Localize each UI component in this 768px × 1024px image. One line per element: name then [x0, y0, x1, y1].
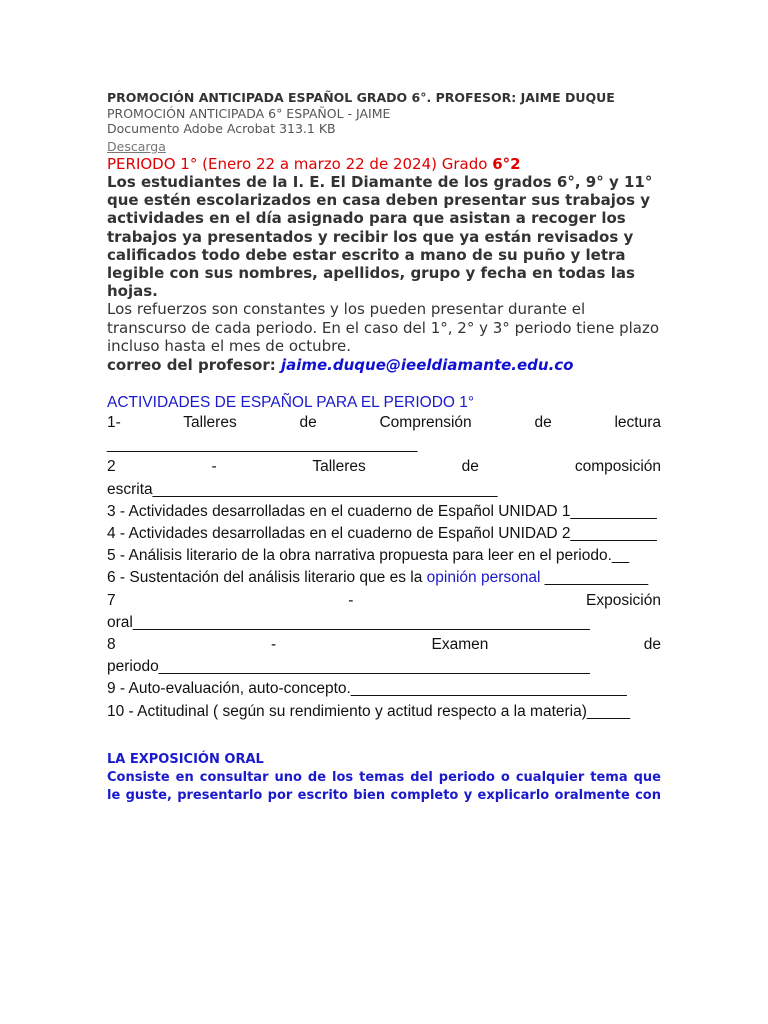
exposicion-text: Consiste en consultar uno de los temas del periodo o cualquier tema que le guste, presentarlo por escrito bien completo y explicarlo oralmente con [107, 769, 661, 803]
activities-heading: ACTIVIDADES DE ESPAÑOL PARA EL PERIODO 1° [107, 393, 475, 411]
opinion-personal-link[interactable]: opinión personal [426, 569, 541, 587]
grado-value: 6°2 [492, 155, 521, 173]
activity-item-9: 9 - Auto-evaluación, auto-concepto.________________________________ [107, 680, 627, 698]
email-label: correo del profesor: [107, 355, 281, 374]
activity-item-1: 1- Talleres de Comprensión de lectura ____________________________________ [107, 413, 661, 454]
activity-item-6-tail: ____________ [540, 569, 649, 587]
activity-item-4: 4 - Actividades desarrolladas en el cuaderno de Español UNIDAD 2__________ [107, 524, 657, 542]
periodo-text: PERIODO 1° (Enero 22 a marzo 22 de 2024) Grado [107, 155, 493, 173]
document-page [107, 90, 661, 805]
activity-item-3: 3 - Actividades desarrolladas en el cuaderno de Español UNIDAD 1__________ [107, 502, 657, 520]
instructions-bold-paragraph: Los estudiantes de la I. E. El Diamante de los grados 6°, 9° y 11° que estén escolarizados en casa deben presentar sus trabajos y actividades en el día asignado para que asistan a recoger los trabajos ya presentados y recibir los que ya están revisados y calificados todo debe estar escrito a mano de su puño y letra legible con sus nombres, apellidos, grupo y fecha en todas las hojas. [107, 173, 653, 301]
activity-item-2: 2 - Talleres de composición escrita________________________________________ [107, 458, 661, 498]
activity-item-6-text: 6 - Sustentación del análisis literario que es la [107, 569, 427, 587]
instructions-paragraph: Los refuerzos son constantes y los pueden presentar durante el transcurso de cada periodo. En el caso del 1°, 2° y 3° periodo tiene plazo incluso hasta el mes de octubre. [107, 300, 660, 356]
periodo-line [107, 155, 661, 173]
email-link[interactable]: jaime.duque@ieeldiamante.edu.co [280, 355, 574, 374]
activity-item-5: 5 - Análisis literario de la obra narrativa propuesta para leer en el periodo.__ [107, 547, 630, 565]
activity-item-6 [107, 567, 661, 589]
exposicion-heading: LA EXPOSICIÓN ORAL [107, 751, 264, 767]
document-title: PROMOCIÓN ANTICIPADA ESPAÑOL GRADO 6°. PROFESOR: JAIME DUQUE [107, 90, 615, 105]
activity-item-8: 8 - Examen de periodo__________________________________________________ [107, 635, 661, 676]
download-link[interactable]: Descarga [107, 139, 166, 154]
activity-item-7: 7 - Exposición oral_____________________________________________________ [107, 591, 661, 631]
file-name: PROMOCIÓN ANTICIPADA 6° ESPAÑOL - JAIME [107, 106, 391, 121]
activity-item-10: 10 - Actitudinal ( según su rendimiento y actitud respecto a la materia)_____ [107, 702, 630, 720]
email-line [107, 356, 661, 374]
file-info: Documento Adobe Acrobat 313.1 KB [107, 121, 336, 136]
